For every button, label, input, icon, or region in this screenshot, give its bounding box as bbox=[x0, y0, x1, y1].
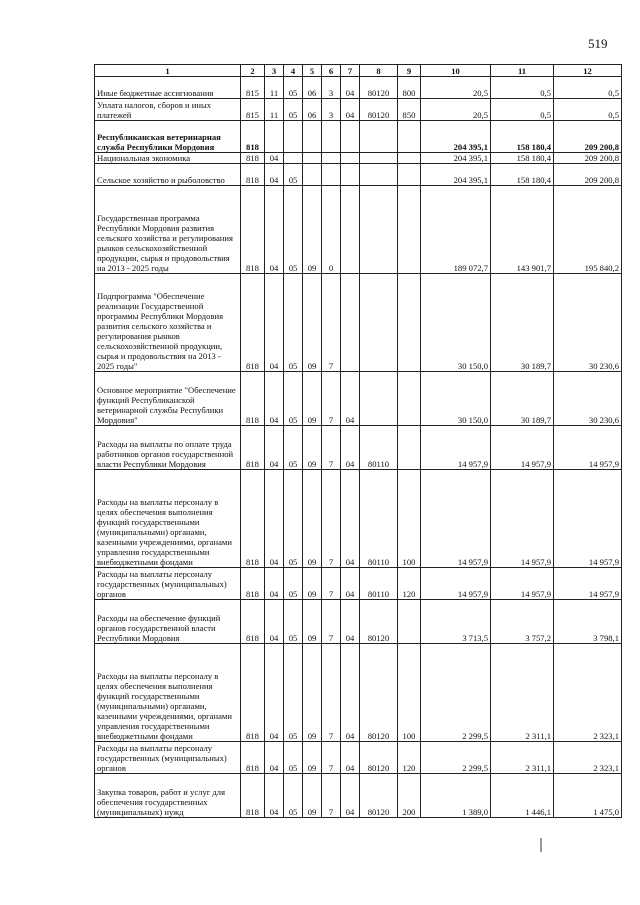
cell-col-4: 05 bbox=[284, 600, 303, 644]
cell-col-7 bbox=[341, 153, 360, 164]
cell-col-3: 04 bbox=[265, 186, 284, 274]
cell-col-2: 818 bbox=[241, 186, 265, 274]
cell-col-6: 3 bbox=[322, 99, 341, 121]
row-name-cell: Расходы на выплаты по оплате труда работников органов государственной власти Республики Мордовия bbox=[95, 426, 241, 470]
cell-col-7 bbox=[341, 274, 360, 372]
cell-col-10: 2 299,5 bbox=[421, 742, 491, 774]
cell-col-11: 30 189,7 bbox=[491, 372, 554, 426]
cell-col-11: 30 189,7 bbox=[491, 274, 554, 372]
cell-col-11: 14 957,9 bbox=[491, 568, 554, 600]
cell-col-5: 09 bbox=[303, 426, 322, 470]
cell-col-11: 0,5 bbox=[491, 77, 554, 99]
cell-col-8: 80120 bbox=[360, 644, 398, 742]
cell-col-9: 120 bbox=[398, 568, 421, 600]
cell-col-4: 05 bbox=[284, 742, 303, 774]
cell-col-8 bbox=[360, 274, 398, 372]
cell-col-2: 818 bbox=[241, 164, 265, 186]
cell-col-4: 05 bbox=[284, 164, 303, 186]
cell-col-5: 09 bbox=[303, 186, 322, 274]
cell-col-12: 209 200,8 bbox=[554, 153, 622, 164]
cell-col-6: 7 bbox=[322, 372, 341, 426]
cell-col-10: 204 395,1 bbox=[421, 164, 491, 186]
cell-col-7 bbox=[341, 186, 360, 274]
cell-col-12: 2 323,1 bbox=[554, 644, 622, 742]
cell-col-9 bbox=[398, 186, 421, 274]
cell-col-9: 200 bbox=[398, 774, 421, 818]
cell-col-10: 14 957,9 bbox=[421, 426, 491, 470]
page-number: 519 bbox=[588, 36, 608, 51]
column-header-2: 2 bbox=[241, 65, 265, 77]
cell-col-11: 14 957,9 bbox=[491, 470, 554, 568]
row-name-cell: Расходы на выплаты персоналу в целях обеспечения выполнения функций государственными (муниципальными) органами, казенными учреждениями, органами управления государственными внебюджетными фондами bbox=[95, 470, 241, 568]
cell-col-5: 09 bbox=[303, 742, 322, 774]
cell-col-12: 209 200,8 bbox=[554, 121, 622, 153]
cell-col-7: 04 bbox=[341, 77, 360, 99]
cell-col-4: 05 bbox=[284, 77, 303, 99]
table-row bbox=[95, 742, 622, 774]
cell-col-10: 20,5 bbox=[421, 77, 491, 99]
cell-col-11: 1 446,1 bbox=[491, 774, 554, 818]
row-name-cell: Сельское хозяйство и рыболовство bbox=[95, 164, 241, 186]
column-header-6: 6 bbox=[322, 65, 341, 77]
cell-col-2: 818 bbox=[241, 426, 265, 470]
cell-col-10: 204 395,1 bbox=[421, 121, 491, 153]
cell-col-12: 209 200,8 bbox=[554, 164, 622, 186]
table-row bbox=[95, 274, 622, 372]
table-row bbox=[95, 186, 622, 274]
cell-col-12: 14 957,9 bbox=[554, 470, 622, 568]
cell-col-3: 04 bbox=[265, 426, 284, 470]
cell-col-6: 7 bbox=[322, 568, 341, 600]
cell-col-7: 04 bbox=[341, 600, 360, 644]
column-header-7: 7 bbox=[341, 65, 360, 77]
cell-col-3: 11 bbox=[265, 77, 284, 99]
cell-col-6: 7 bbox=[322, 774, 341, 818]
cell-col-11: 158 180,4 bbox=[491, 153, 554, 164]
cell-col-11: 158 180,4 bbox=[491, 121, 554, 153]
cell-col-7: 04 bbox=[341, 644, 360, 742]
cell-col-8 bbox=[360, 121, 398, 153]
cell-col-5: 06 bbox=[303, 99, 322, 121]
cell-col-6: 7 bbox=[322, 644, 341, 742]
table-row bbox=[95, 470, 622, 568]
cell-col-9 bbox=[398, 121, 421, 153]
cell-col-6: 7 bbox=[322, 742, 341, 774]
cell-col-6: 7 bbox=[322, 426, 341, 470]
cell-col-8: 80120 bbox=[360, 600, 398, 644]
column-header-11: 11 bbox=[491, 65, 554, 77]
table-row bbox=[95, 77, 622, 99]
cell-col-5 bbox=[303, 164, 322, 186]
table-row bbox=[95, 99, 622, 121]
cell-col-4: 05 bbox=[284, 99, 303, 121]
cell-col-8: 80120 bbox=[360, 774, 398, 818]
cell-col-3: 04 bbox=[265, 644, 284, 742]
cell-col-9 bbox=[398, 426, 421, 470]
cell-col-6: 7 bbox=[322, 600, 341, 644]
column-header-3: 3 bbox=[265, 65, 284, 77]
cell-col-3: 04 bbox=[265, 153, 284, 164]
cell-col-2: 818 bbox=[241, 372, 265, 426]
cell-col-12: 14 957,9 bbox=[554, 426, 622, 470]
cell-col-3: 04 bbox=[265, 774, 284, 818]
cell-col-8: 80110 bbox=[360, 426, 398, 470]
cell-col-11: 14 957,9 bbox=[491, 426, 554, 470]
cell-col-4: 05 bbox=[284, 774, 303, 818]
cell-col-12: 0,5 bbox=[554, 99, 622, 121]
cell-col-10: 189 072,7 bbox=[421, 186, 491, 274]
cell-col-10: 30 150,0 bbox=[421, 274, 491, 372]
cell-col-4: 05 bbox=[284, 274, 303, 372]
cell-col-4: 05 bbox=[284, 186, 303, 274]
cell-col-5: 09 bbox=[303, 644, 322, 742]
row-name-cell: Национальная экономика bbox=[95, 153, 241, 164]
cell-col-5: 09 bbox=[303, 274, 322, 372]
row-name-cell: Расходы на выплаты персоналу государственных (муниципальных) органов bbox=[95, 568, 241, 600]
column-header-9: 9 bbox=[398, 65, 421, 77]
cell-col-5 bbox=[303, 153, 322, 164]
cell-col-2: 818 bbox=[241, 121, 265, 153]
cell-col-12: 30 230,6 bbox=[554, 372, 622, 426]
cell-col-9 bbox=[398, 164, 421, 186]
column-header-8: 8 bbox=[360, 65, 398, 77]
row-name-cell: Подпрограмма "Обеспечение реализации Государственной программы Республики Мордовия развития сельского хозяйства и регулирования рынков сельскохозяйственной продукции, сырья и продовольствия на 2013 - 2025 годы" bbox=[95, 274, 241, 372]
cell-col-5 bbox=[303, 121, 322, 153]
cell-col-6: 0 bbox=[322, 186, 341, 274]
table-row bbox=[95, 121, 622, 153]
column-header-12: 12 bbox=[554, 65, 622, 77]
cell-col-11: 3 757,2 bbox=[491, 600, 554, 644]
row-name-cell: Расходы на обеспечение функций органов государственной власти Республики Мордовия bbox=[95, 600, 241, 644]
cell-col-7: 04 bbox=[341, 774, 360, 818]
table-body bbox=[95, 77, 622, 818]
cell-col-2: 818 bbox=[241, 774, 265, 818]
cell-col-7: 04 bbox=[341, 470, 360, 568]
table-header-row bbox=[95, 65, 622, 77]
row-name-cell: Расходы на выплаты персоналу государственных (муниципальных) органов bbox=[95, 742, 241, 774]
cell-col-10: 1 389,0 bbox=[421, 774, 491, 818]
cell-col-5: 09 bbox=[303, 470, 322, 568]
cell-col-6: 7 bbox=[322, 274, 341, 372]
cell-col-8: 80110 bbox=[360, 568, 398, 600]
cell-col-2: 818 bbox=[241, 568, 265, 600]
cell-col-4: 05 bbox=[284, 426, 303, 470]
cell-col-12: 195 840,2 bbox=[554, 186, 622, 274]
cell-col-3: 04 bbox=[265, 164, 284, 186]
cell-col-9: 850 bbox=[398, 99, 421, 121]
cell-col-12: 3 798,1 bbox=[554, 600, 622, 644]
cell-col-11: 2 311,1 bbox=[491, 742, 554, 774]
cell-col-9 bbox=[398, 372, 421, 426]
cell-col-6: 3 bbox=[322, 77, 341, 99]
cell-col-4: 05 bbox=[284, 568, 303, 600]
cell-col-10: 3 713,5 bbox=[421, 600, 491, 644]
cell-col-11: 0,5 bbox=[491, 99, 554, 121]
cell-col-10: 204 395,1 bbox=[421, 153, 491, 164]
row-name-cell: Основное мероприятие "Обеспечение функций Республиканской ветеринарной службы Республики Мордовия" bbox=[95, 372, 241, 426]
cell-col-8 bbox=[360, 372, 398, 426]
cell-col-11: 2 311,1 bbox=[491, 644, 554, 742]
column-header-1: 1 bbox=[95, 65, 241, 77]
cell-col-10: 14 957,9 bbox=[421, 470, 491, 568]
table-row bbox=[95, 153, 622, 164]
table-row bbox=[95, 372, 622, 426]
cell-col-12: 0,5 bbox=[554, 77, 622, 99]
scan-mark bbox=[540, 838, 542, 852]
cell-col-9: 120 bbox=[398, 742, 421, 774]
cell-col-9: 100 bbox=[398, 644, 421, 742]
row-name-cell: Закупка товаров, работ и услуг для обеспечения государственных (муниципальных) нужд bbox=[95, 774, 241, 818]
cell-col-10: 2 299,5 bbox=[421, 644, 491, 742]
cell-col-8: 80120 bbox=[360, 99, 398, 121]
cell-col-3: 04 bbox=[265, 600, 284, 644]
cell-col-7 bbox=[341, 164, 360, 186]
column-header-10: 10 bbox=[421, 65, 491, 77]
row-name-cell: Республиканская ветеринарная служба Республики Мордовия bbox=[95, 121, 241, 153]
cell-col-9 bbox=[398, 600, 421, 644]
cell-col-7: 04 bbox=[341, 99, 360, 121]
cell-col-3: 04 bbox=[265, 568, 284, 600]
table-row bbox=[95, 426, 622, 470]
table-row bbox=[95, 644, 622, 742]
cell-col-3: 04 bbox=[265, 470, 284, 568]
cell-col-8 bbox=[360, 186, 398, 274]
row-name-cell: Иные бюджетные ассигнования bbox=[95, 77, 241, 99]
cell-col-2: 815 bbox=[241, 77, 265, 99]
cell-col-2: 818 bbox=[241, 470, 265, 568]
cell-col-4: 05 bbox=[284, 644, 303, 742]
cell-col-10: 14 957,9 bbox=[421, 568, 491, 600]
cell-col-3: 04 bbox=[265, 372, 284, 426]
cell-col-5: 09 bbox=[303, 372, 322, 426]
cell-col-2: 818 bbox=[241, 274, 265, 372]
cell-col-8 bbox=[360, 164, 398, 186]
cell-col-2: 818 bbox=[241, 153, 265, 164]
cell-col-12: 30 230,6 bbox=[554, 274, 622, 372]
cell-col-5: 09 bbox=[303, 774, 322, 818]
cell-col-9 bbox=[398, 153, 421, 164]
cell-col-2: 815 bbox=[241, 99, 265, 121]
table-row bbox=[95, 774, 622, 818]
cell-col-8: 80120 bbox=[360, 77, 398, 99]
cell-col-3: 04 bbox=[265, 274, 284, 372]
cell-col-6 bbox=[322, 164, 341, 186]
cell-col-9: 100 bbox=[398, 470, 421, 568]
table-row bbox=[95, 600, 622, 644]
cell-col-7 bbox=[341, 121, 360, 153]
cell-col-4 bbox=[284, 121, 303, 153]
column-header-4: 4 bbox=[284, 65, 303, 77]
cell-col-11: 143 901,7 bbox=[491, 186, 554, 274]
cell-col-7: 04 bbox=[341, 568, 360, 600]
cell-col-2: 818 bbox=[241, 600, 265, 644]
cell-col-4: 05 bbox=[284, 470, 303, 568]
table-row bbox=[95, 568, 622, 600]
row-name-cell: Уплата налогов, сборов и иных платежей bbox=[95, 99, 241, 121]
cell-col-6 bbox=[322, 121, 341, 153]
cell-col-12: 14 957,9 bbox=[554, 568, 622, 600]
cell-col-2: 818 bbox=[241, 742, 265, 774]
table-row bbox=[95, 164, 622, 186]
row-name-cell: Государственная программа Республики Мордовия развития сельского хозяйства и регулирования рынков сельскохозяйственной продукции, сырья и продовольствия на 2013 - 2025 годы bbox=[95, 186, 241, 274]
cell-col-3 bbox=[265, 121, 284, 153]
cell-col-9: 800 bbox=[398, 77, 421, 99]
cell-col-3: 11 bbox=[265, 99, 284, 121]
cell-col-4: 05 bbox=[284, 372, 303, 426]
cell-col-12: 1 475,0 bbox=[554, 774, 622, 818]
cell-col-8: 80120 bbox=[360, 742, 398, 774]
cell-col-5: 06 bbox=[303, 77, 322, 99]
cell-col-10: 30 150,0 bbox=[421, 372, 491, 426]
cell-col-12: 2 323,1 bbox=[554, 742, 622, 774]
cell-col-8 bbox=[360, 153, 398, 164]
cell-col-7: 04 bbox=[341, 372, 360, 426]
cell-col-3: 04 bbox=[265, 742, 284, 774]
cell-col-10: 20,5 bbox=[421, 99, 491, 121]
cell-col-4 bbox=[284, 153, 303, 164]
cell-col-7: 04 bbox=[341, 742, 360, 774]
cell-col-7: 04 bbox=[341, 426, 360, 470]
cell-col-8: 80110 bbox=[360, 470, 398, 568]
cell-col-11: 158 180,4 bbox=[491, 164, 554, 186]
row-name-cell: Расходы на выплаты персоналу в целях обеспечения выполнения функций государственными (муниципальными) органами, казенными учреждениями, органами управления государственными внебюджетными фондами bbox=[95, 644, 241, 742]
cell-col-2: 818 bbox=[241, 644, 265, 742]
cell-col-5: 09 bbox=[303, 568, 322, 600]
budget-table bbox=[94, 64, 622, 818]
column-header-5: 5 bbox=[303, 65, 322, 77]
cell-col-6 bbox=[322, 153, 341, 164]
cell-col-5: 09 bbox=[303, 600, 322, 644]
cell-col-6: 7 bbox=[322, 470, 341, 568]
cell-col-9 bbox=[398, 274, 421, 372]
